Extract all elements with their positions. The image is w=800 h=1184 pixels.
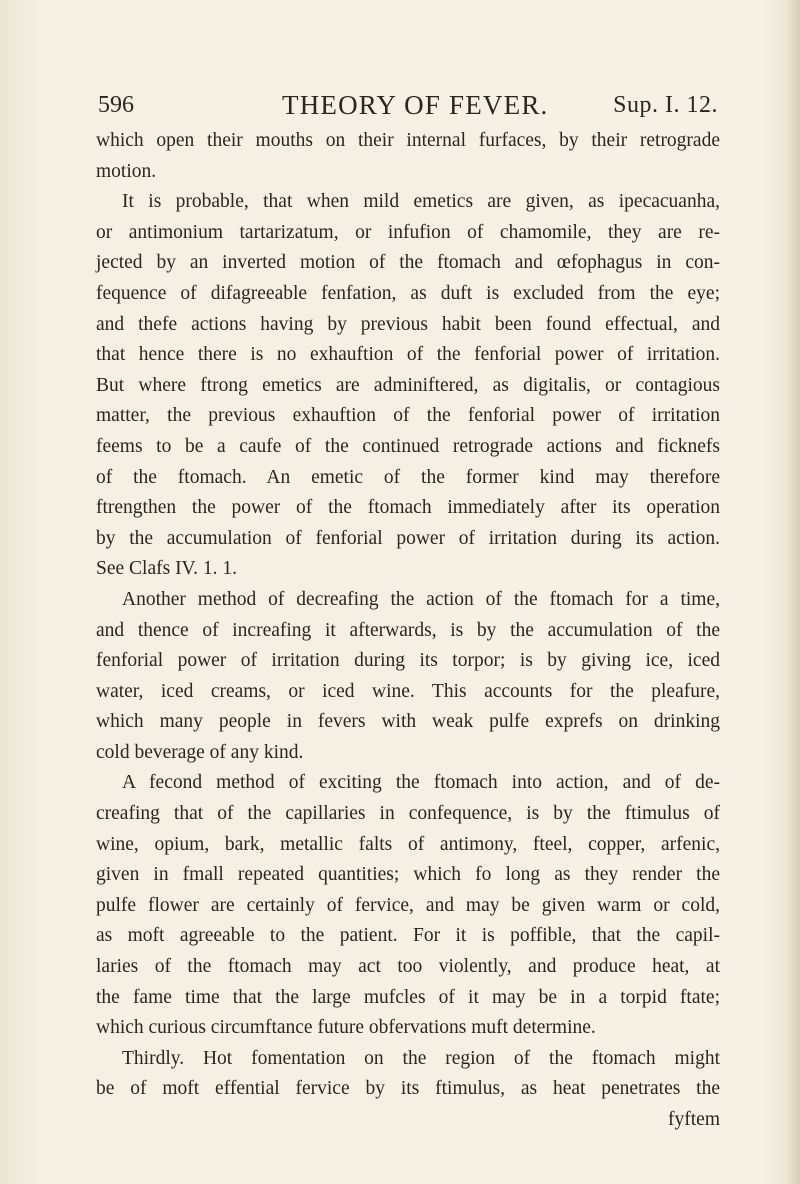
running-title: THEORY OF FEVER. [282,90,549,120]
text-line: that hence there is no exhauftion of the fenforial power of irritation. [96,344,720,366]
text-line: Another method of decreafing the action of the ftomach for a time, [122,588,720,610]
text-line: by the accumulation of fenforial power of irritation during its action. [96,527,720,549]
text-line: or antimonium tartarizatum, or infufion of chamomile, they are re- [96,221,720,243]
text-line: matter, the previous exhauftion of the fenforial power of irritation [96,405,720,427]
text-line: as moft agreeable to the patient. For it is poffible, that the capil- [96,925,720,947]
text-line: and thence of increafing it afterwards, is by the accumulation of the [96,619,720,641]
text-line: which open their mouths on their internal furfaces, by their retrograde [96,130,720,151]
text-line: the fame time that the large mufcles of it may be in a torpid ftate; [96,986,720,1008]
text-line: But where ftrong emetics are adminiftered, as digitalis, or contagious [96,374,720,396]
text-line: and thefe actions having by previous habit been found effectual, and [96,313,720,335]
text-line: A fecond method of exciting the ftomach into action, and of de- [122,772,720,794]
text-line: given in fmall repeated quantities; which fo long as they render the [96,864,720,886]
body-text [96,126,720,1136]
text-line: feems to be a caufe of the continued retrograde actions and ficknefs [96,435,720,457]
text-line: pulfe flower are certainly of fervice, and may be given warm or cold, [96,894,720,916]
text-line: See Clafs IV. 1. 1. [96,558,238,580]
text-line: motion. [96,160,157,182]
text-line: laries of the ftomach may act too violently, and produce heat, at [96,956,720,978]
text-line: water, iced creams, or iced wine. This accounts for the pleafure, [96,680,720,702]
section-reference: Sup. I. 12. [613,92,718,118]
text-line: fenforial power of irritation during its torpor; is by giving ice, iced [96,650,720,672]
text-line: cold beverage of any kind. [96,741,304,763]
text-line: fyftem [668,1109,720,1130]
page-edge-shadow [786,0,800,1184]
text-line: which curious circumftance future obfervations muft determine. [96,1017,596,1039]
text-line: which many people in fevers with weak pulfe exprefs on drinking [96,711,720,733]
text-line: jected by an inverted motion of the ftomach and œfophagus in con- [96,252,720,274]
text-line: ftrengthen the power of the ftomach immediately after its operation [96,497,720,519]
text-line: of the ftomach. An emetic of the former kind may therefore [96,466,720,488]
text-line: wine, opium, bark, metallic falts of antimony, fteel, copper, arfenic, [96,833,720,855]
running-header [96,90,716,124]
text-line: It is probable, that when mild emetics are given, as ipecacuanha, [122,191,720,213]
text-line: fequence of difagreeable fenfation, as duft is excluded from the eye; [96,282,720,304]
page-number: 596 [98,92,134,118]
text-line: creafing that of the capillaries in confequence, is by the ftimulus of [96,803,720,825]
text-line: be of moft effential fervice by its ftimulus, as heat penetrates the [96,1078,720,1100]
text-line: Thirdly. Hot fomentation on the region of the ftomach might [122,1047,720,1069]
